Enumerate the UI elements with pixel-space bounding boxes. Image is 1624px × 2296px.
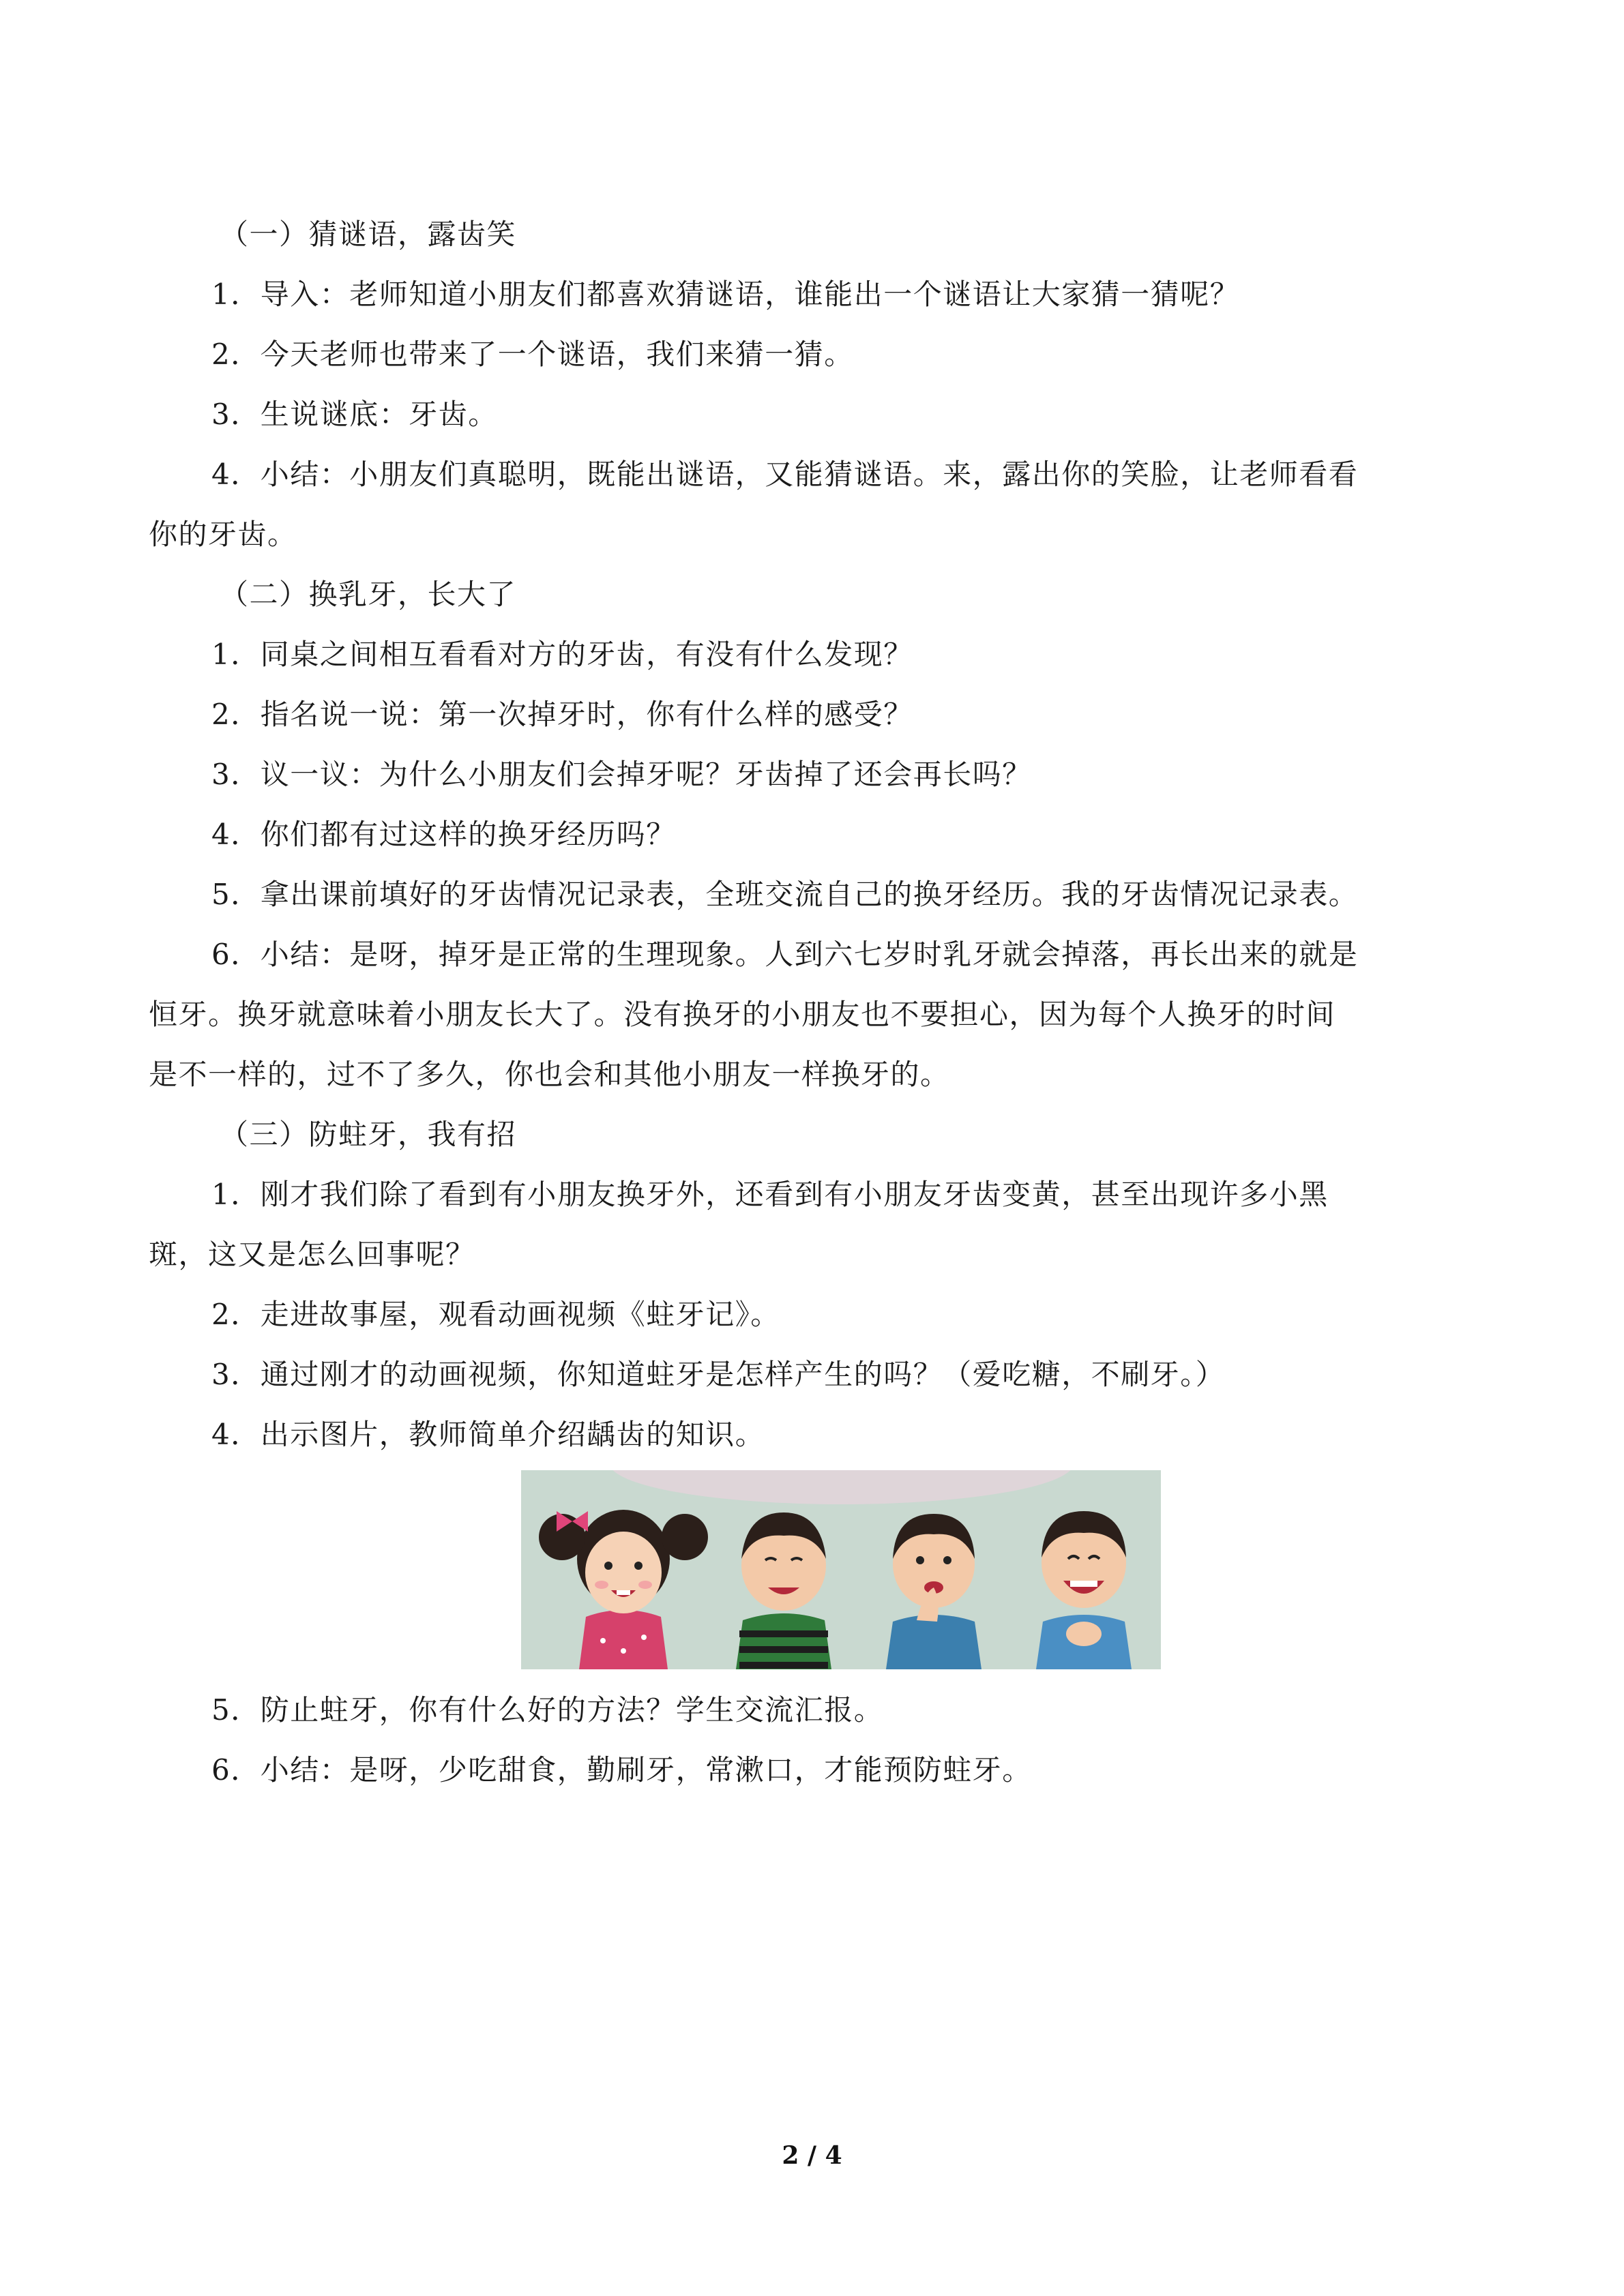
teacher-summary-line-2	[149, 2040, 1486, 2100]
boy-striped-shirt-figure	[736, 1512, 831, 1669]
section-1-item-1: 1．导入：老师知道小朋友们都喜欢猜谜语，谁能出一个谜语让大家猜一猜呢？	[211, 278, 1240, 311]
children-teeth-illustration	[521, 1470, 1161, 1669]
section-3-item-1-line-1: 1．刚才我们除了看到有小朋友换牙外，还看到有小朋友牙齿变黄，甚至出现许多小黑	[211, 1178, 1329, 1211]
section-2-item-3: 3．议一议：为什么小朋友们会掉牙呢？牙齿掉了还会再长吗？	[211, 758, 1032, 791]
section-1-item-3: 3．生说谜底：牙齿。	[211, 398, 498, 431]
teacher-summary-line-1	[149, 1980, 1486, 2040]
children-illustration-svg	[521, 1470, 1161, 1669]
document-body	[149, 205, 1486, 2100]
section-1-item-4-line-2: 你的牙齿。	[149, 518, 297, 551]
section-2-item-6-line-3: 是不一样的，过不了多久，你也会和其他小朋友一样换牙的。	[149, 1058, 950, 1091]
section-1-item-2: 2．今天老师也带来了一个谜语，我们来猜一猜。	[211, 338, 854, 371]
teacher-summary-heading	[149, 1920, 1486, 1980]
summary-question	[149, 1860, 1486, 1920]
section-2-item-5: 5．拿出课前填好的牙齿情况记录表，全班交流自己的换牙经历。我的牙齿情况记录表。	[211, 878, 1359, 911]
summary-heading	[149, 1800, 1486, 1860]
section-3-item-4: 4．出示图片，教师简单介绍龋齿的知识。	[211, 1418, 765, 1451]
section-3-item-1-line-2: 斑，这又是怎么回事呢？	[149, 1238, 475, 1271]
section-2-item-1: 1．同桌之间相互看看对方的牙齿，有没有什么发现？	[211, 638, 913, 671]
section-2-item-4: 4．你们都有过这样的换牙经历吗？	[211, 818, 676, 851]
boy-grinning-figure	[1036, 1511, 1132, 1669]
page-number: 2 / 4	[782, 2141, 842, 2170]
section-1-heading: （一）猜谜语，露齿笑	[220, 218, 517, 251]
section-2-item-6-line-2: 恒牙。换牙就意味着小朋友长大了。没有换牙的小朋友也不要担心，因为每个人换牙的时间	[149, 998, 1336, 1031]
section-3-item-6: 6．小结：是呀，少吃甜食，勤刷牙，常漱口，才能预防蛀牙。	[211, 1753, 1032, 1787]
section-3-heading: （三）防蛀牙，我有招	[220, 1118, 517, 1151]
section-3-item-3: 3．通过刚才的动画视频，你知道蛀牙是怎样产生的吗？（爱吃糖，不刷牙。）	[211, 1358, 1226, 1391]
section-3-item-2: 2．走进故事屋，观看动画视频《蛀牙记》。	[211, 1298, 780, 1331]
section-2-item-2: 2．指名说一说：第一次掉牙时，你有什么样的感受？	[211, 698, 913, 731]
illustration-container	[149, 1470, 1486, 1675]
section-1-item-4-line-1: 4．小结：小朋友们真聪明，既能出谜语，又能猜谜语。来，露出你的笑脸，让老师看看	[211, 458, 1359, 491]
section-3-item-5: 5．防止蛀牙，你有什么好的方法？学生交流汇报。	[211, 1693, 884, 1727]
section-2-item-6-line-1: 6．小结：是呀，掉牙是正常的生理现象。人到六七岁时乳牙就会掉落，再长出来的就是	[211, 938, 1359, 971]
section-2-heading: （二）换乳牙，长大了	[220, 578, 517, 611]
